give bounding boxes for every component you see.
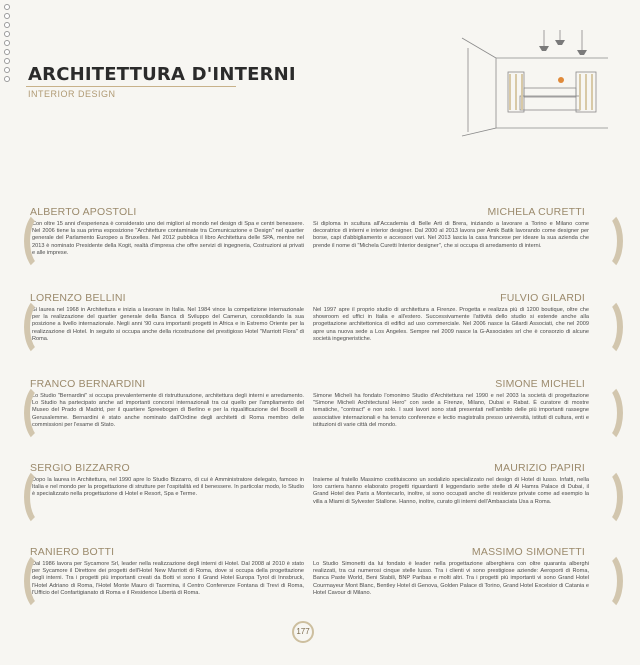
designer-name: LORENZO BELLINI <box>30 292 126 304</box>
designer-bio: Si diploma in scultura all'Accademia di Belle Arti di Brera, iniziando a lavorare a Torino e Milano come decoratrice di interni e interior designer. Dal 2000 al 2013 lavora per Amik Batik lavorando come designer per borse, capi d'abbigliamento e accessori vari. Nel 2013 lascia la casa francese per ideare la sua azienda che prende il nome di "Michela Curetti Interior designer", che si occupa di arredamento di interni. <box>313 221 589 249</box>
page-subtitle: INTERIOR DESIGN <box>28 89 116 99</box>
binding-rings <box>4 4 10 85</box>
designer-entry-micheli <box>313 378 593 429</box>
arc-decoration <box>24 210 60 272</box>
page-title: ARCHITETTURA D'INTERNI <box>28 64 296 85</box>
designer-name: FRANCO BERNARDINI <box>30 378 146 390</box>
arc-decoration <box>24 550 60 612</box>
title-rule <box>26 86 236 87</box>
designer-name: RANIERO BOTTI <box>30 546 115 558</box>
designer-entry-bellini <box>24 292 304 343</box>
designer-name: SERGIO BIZZARRO <box>30 462 130 474</box>
designer-bio: Dal 1986 lavora per Sycamore Srl, leader nella realizzazione degli interni di Hotel. Dal 2008 al 2010 è stato per Sycamore il Direttore dei progetti dell'Hotel New Marriott di Roma, dove si occupa della progettazione degli interni. Tra i progetti più importanti creati da Botti vi sono il Grand Hotel Europa Tyrol di Innsbruck, l'Hotel Adriano di Roma, l'Hotel Monte Mauro di Taormina, il Centro Conferenze Fontana di Trevi di Roma, l'Ufficio del Confartigianato di Roma e il Residence Libertà di Roma. <box>32 561 304 596</box>
designer-bio: Insieme al fratello Massimo costituiscono un sodalizio specializzato nel design di Hotel di lusso. Infatti, nella loro carriera hanno elaborato progetti riguardanti il leggendario sette stelle di Al Hamra Palace di Dubai, il Grand Hotel des Paris a Montecarlo, inoltre, si sono occupati anche di residenze private come ad esempio la villa a Miami di Sylvester Stallone. Hanno, inoltre, curato gli interni dell'Ambasciata Usa a Roma. <box>313 477 589 505</box>
interior-sketch-illustration <box>458 28 610 138</box>
designer-entry-bizzarro <box>24 462 304 499</box>
designer-name: FULVIO GILARDI <box>500 292 585 304</box>
designer-bio: Nel 1997 apre il proprio studio di architettura a Firenze. Progetta e realizza più di 1200 boutique, oltre che showroom ed uffici in Italia e all'estero. Successivamente l'attività dello studio si estende anche alla progettazione architettonica di edifici ad uso commerciale. Nel 2006 nasce la Gilardi Associati, che nel 2009 apre una nuova sede a Los Angeles. Sempre nel 2009 nasce la G-Associates srl che è consorzio di alcune società ingegneristiche. <box>313 307 589 342</box>
designer-entry-bernardini <box>24 378 304 429</box>
designer-entry-curetti <box>313 206 593 250</box>
arc-decoration <box>24 466 60 528</box>
arc-decoration <box>587 550 623 612</box>
arc-decoration <box>24 296 60 358</box>
designer-entry-apostoli <box>24 206 304 257</box>
designer-bio: Con oltre 15 anni d'esperienza è considerato uno dei migliori al mondo nel design di Spa e centri benessere. Nel 2006 tiene la sua prima esposizione "Architetture contaminate tra Comunicazione e Design" nel quartier generale del Parlamento Europeo a Bruxelles. Nel 2012 pubblica il libro Architettura delle SPA, mentre nel 2013 è nominato Presidente della Kogit, realtà d'impresa che offre servizi di ingegneria, Costruzioni ai privati e alle imprese. <box>32 221 304 256</box>
arc-decoration <box>587 466 623 528</box>
page-number: 177 <box>292 621 314 643</box>
arc-decoration <box>24 382 60 444</box>
designer-name: SIMONE MICHELI <box>495 378 585 390</box>
designer-entry-botti <box>24 546 304 597</box>
designer-bio: Simone Micheli ha fondato l'omonimo Studio d'Architettura nel 1990 e nel 2003 la società di progettazione "Simone Micheli Architectural Hero" con sede a Firenze, Milano, Dubai e Rabat. È curatore di mostre tematiche, "contract" e non solo. I suoi lavori sono stati presentati nell'ambito delle più importanti rassegne associative internazionali e ha tenuto conferenze e lectio magistralis presso università, istituti di cultura, enti e istituzioni di varie città del mondo. <box>313 393 589 428</box>
designer-bio: Si laurea nel 1968 in Architettura e inizia a lavorare in Italia. Nel 1984 vince la competizione internazionale per la realizzazione del quartier generale della Banca di Sviluppo del Camerun, consolidando la sua posizione a livello internazionale. Negli anni '90 cura importanti progetti in Africa e in Estremo Oriente per la realizzazione di Hotel. In seguito si occupa anche della ricostruzione del prestigioso Hotel "Marriott Flora" di Roma. <box>32 307 304 342</box>
designer-bio: Lo Studio "Bernardini" si occupa prevalentemente di ristrutturazione, architettura degli interni e arredamento. Lo Studio ha partecipato anche ad importanti concorsi internazionali tra cui quello per l'ampliamento del Museo del Prado di Madrid, per il quartiere Spreebogen di Berlino e per la riqualificazione del Bocelli di Gerusalemme. Bernardini è stato anche nominato dall'Ordine degli architetti di Roma membro delle commissioni per l'esame di Stato. <box>32 393 304 428</box>
designer-entry-papiri <box>313 462 593 506</box>
arc-decoration <box>587 296 623 358</box>
designer-name: MAURIZIO PAPIRI <box>494 462 585 474</box>
designer-entry-gilardi <box>313 292 593 343</box>
designer-bio: Dopo la laurea in Architettura, nel 1990 apre lo Studio Bizzarro, di cui è Amministratore delegato, famoso in Italia e nel mondo per la progettazione di strutture per l'ospitalità ed il benessere. In particolar modo, lo Studio è specializzato nella progettazione di Hotel e Resort, Spa e Terme. <box>32 477 304 498</box>
designer-name: MICHELA CURETTI <box>487 206 585 218</box>
arc-decoration <box>587 210 623 272</box>
designer-entry-simonetti <box>313 546 593 597</box>
designer-name: MASSIMO SIMONETTI <box>471 546 585 558</box>
designer-bio: Lo Studio Simonetti da lui fondato è leader nella progettazione alberghiera con oltre quaranta alberghi realizzati, tra cui numerosi cinque stelle lusso. Tra i clienti vi sono prestigiose aziende: Aeroporti di Roma, Banca Paste World, Beni Stabili, BNP Paribas e molti altri. Tra i progetti più importanti vi sono Grand Hotel Courmayeur Mont Blanc, Bentley Hotel di Genova, Golden Palace di Torino, Grand Hotel Excelsior di Catania e Hotel Cavour di Milano. <box>313 561 589 596</box>
designer-name: ALBERTO APOSTOLI <box>30 206 137 218</box>
arc-decoration <box>587 382 623 444</box>
